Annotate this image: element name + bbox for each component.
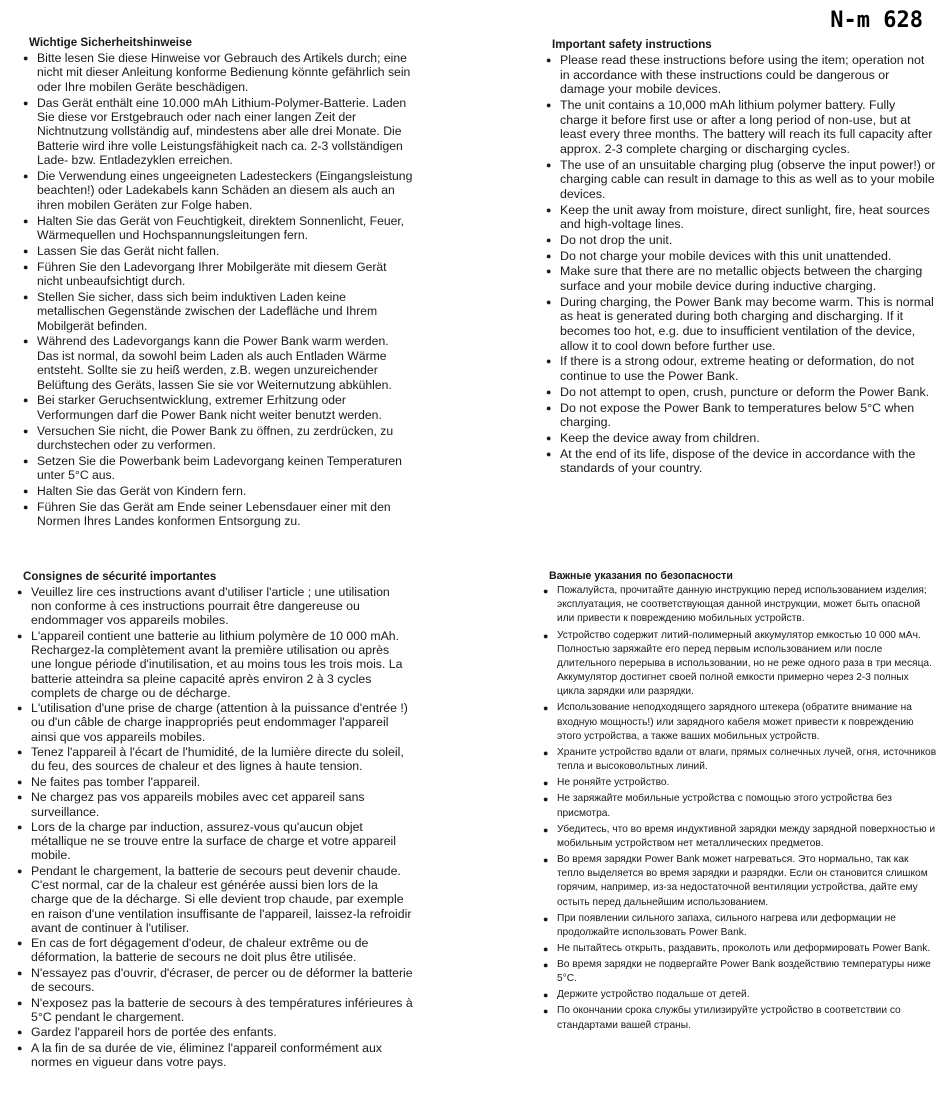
list-item: ● En cas de fort dégagement d'odeur, de chaleur extrême ou de déformation, la batterie de secours ne doit plus être utilisée. — [17, 936, 413, 964]
list-item: ● Ne chargez pas vos appareils mobiles avec cet appareil sans surveillance. — [17, 790, 413, 818]
list-item: ● Do not charge your mobile devices with this unit unattended. — [546, 249, 936, 264]
list-item: ● Keep the unit away from moisture, direct sunlight, fire, heat sources and high-voltage lines. — [546, 203, 936, 232]
list-item: ● Bei starker Geruchsentwicklung, extremer Erhitzung oder Verformungen darf die Power Bank nicht weiter benutzt werden. — [23, 393, 413, 422]
list-item: ● Do not attempt to open, crush, puncture or deform the Power Bank. — [546, 385, 936, 400]
list-item: ● If there is a strong odour, extreme heating or deformation, do not continue to use the Power Bank. — [546, 354, 936, 383]
list-item: ● Halten Sie das Gerät von Feuchtigkeit, direktem Sonnenlicht, Feuer, Wärmequellen und Hochspannungsleitungen fern. — [23, 214, 413, 243]
list-item: ● Не роняйте устройство. — [543, 776, 938, 790]
section-french — [17, 570, 413, 1071]
section-title: Wichtige Sicherheitshinweise — [29, 36, 192, 49]
list-item: ● Gardez l'appareil hors de portée des enfants. — [17, 1025, 413, 1039]
list-item: ● Versuchen Sie nicht, die Power Bank zu öffnen, zu zerdrücken, zu durchstechen oder zu verformen. — [23, 424, 413, 453]
list-item: ● При появлении сильного запаха, сильного нагрева или деформации не продолжайте использовать Power Bank. — [543, 912, 938, 940]
list-item: ● The unit contains a 10,000 mAh lithium polymer battery. Fully charge it before first use or after a long period of non-use, but at least every three months. The battery will reach its full capacity after approx. 2-3 complete charging or discharging cycles. — [546, 98, 936, 156]
section-german — [23, 36, 413, 530]
list-item: ● Veuillez lire ces instructions avant d'utiliser l'article ; une utilisation non conforme à ces instructions pourrait être dangereuse ou endommager vos appareils mobiles. — [17, 585, 413, 628]
list-item: ● Bitte lesen Sie diese Hinweise vor Gebrauch des Artikels durch; eine nicht mit dieser Anleitung konforme Bedienung könnte gefährlich sein oder Ihre mobilen Geräte beschädigen. — [23, 51, 413, 94]
list-item: ● Во время зарядки не подвергайте Power Bank воздействию температуры ниже 5°С. — [543, 958, 938, 986]
list-item: ● Убедитесь, что во время индуктивной зарядки между зарядной поверхностью и мобильным устройством нет металлических предметов. — [543, 823, 938, 851]
list-item: ● Храните устройство вдали от влаги, прямых солнечных лучей, огня, источников тепла и высоковольтных линий. — [543, 746, 938, 774]
instruction-list — [543, 584, 938, 1033]
section-russian — [543, 570, 938, 1035]
instruction-list — [546, 53, 936, 476]
list-item: ● During charging, the Power Bank may become warm. This is normal as heat is generated during both charging and discharging. If it becomes too hot, e.g. due to insufficient ventilation of the device, allow it to cool down before further use. — [546, 295, 936, 353]
list-item: ● Pendant le chargement, la batterie de secours peut devenir chaude. C'est normal, car de la chaleur est générée aussi bien lors de la charge que de la décharge. Si elle devient trop chaude, par exemple en raison d'une ventilation insuffisante de l'appareil, laissez-la refroidir avant de continuer à l'utiliser. — [17, 864, 413, 935]
list-item: ● Setzen Sie die Powerbank beim Ladevorgang keinen Temperaturen unter 5°C aus. — [23, 454, 413, 483]
list-item: ● Do not expose the Power Bank to temperatures below 5°C when charging. — [546, 401, 936, 430]
list-item: ● Halten Sie das Gerät von Kindern fern. — [23, 484, 413, 498]
list-item: ● Использование неподходящего зарядного штекера (обратите внимание на входную мощность!) или зарядного кабеля может привести к повреждению этого устройства, а также ваших мобильных устройств. — [543, 701, 938, 744]
list-item: ● Führen Sie den Ladevorgang Ihrer Mobilgeräte mit diesem Gerät nicht unbeaufsichtigt durch. — [23, 260, 413, 289]
instruction-list — [17, 585, 413, 1069]
instruction-list — [23, 51, 413, 529]
list-item: ● At the end of its life, dispose of the device in accordance with the standards of your country. — [546, 447, 936, 476]
list-item: ● The use of an unsuitable charging plug (observe the input power!) or charging cable can result in damage to this as well as to your mobile devices. — [546, 158, 936, 202]
list-item: ● Не пытайтесь открыть, раздавить, проколоть или деформировать Power Bank. — [543, 942, 938, 956]
list-item: ● Do not drop the unit. — [546, 233, 936, 248]
list-item: ● Stellen Sie sicher, dass sich beim induktiven Laden keine metallischen Gegenstände zwischen der Ladefläche und Ihrem Mobilgerät befinden. — [23, 290, 413, 333]
list-item: ● A la fin de sa durée de vie, éliminez l'appareil conformément aux normes en vigueur dans votre pays. — [17, 1041, 413, 1069]
list-item: ● Das Gerät enthält eine 10.000 mAh Lithium-Polymer-Batterie. Laden Sie diese vor Erstgebrauch oder nach einer langen Zeit der Nichtnutzung vollständig auf, mindestens aber alle drei Monate. Die Batterie wird ihre volle Leistungsfähigkeit nach ca. 2-3 vollständigen Lade- bzw. Entladezyklen erreichen. — [23, 96, 413, 168]
list-item: ● Keep the device away from children. — [546, 431, 936, 446]
list-item: ● N'exposez pas la batterie de secours à des températures inférieures à 5°C pendant le chargement. — [17, 996, 413, 1024]
list-item: ● Lassen Sie das Gerät nicht fallen. — [23, 244, 413, 258]
list-item: ● Не заряжайте мобильные устройства с помощью этого устройства без присмотра. — [543, 792, 938, 820]
list-item: ● N'essayez pas d'ouvrir, d'écraser, de percer ou de déformer la batterie de secours. — [17, 966, 413, 994]
section-title: Важные указания по безопасности — [549, 570, 733, 582]
list-item: ● Während des Ladevorgangs kann die Power Bank warm werden. Das ist normal, da sowohl beim Laden als auch Entladen Wärme entsteht. Sollte sie zu heiß werden, z.B. wegen unzureichender Belüftung des Geräts, lassen Sie sie vor Weiternutzung abkühlen. — [23, 334, 413, 392]
section-title: Important safety instructions — [552, 38, 712, 51]
list-item: ● Die Verwendung eines ungeeigneten Ladesteckers (Eingangsleistung beachten!) oder Ladekabels kann Schäden an diesem als auch an ihren mobilen Geräten zur Folge haben. — [23, 169, 413, 212]
list-item: ● Пожалуйста, прочитайте данную инструкцию перед использованием изделия; эксплуатация, не соответствующая данной инструкции, может быть опасной или привести к повреждению мобильных устройств. — [543, 584, 938, 627]
list-item: ● Führen Sie das Gerät am Ende seiner Lebensdauer einer mit den Normen Ihres Landes konformen Entsorgung zu. — [23, 500, 413, 529]
list-item: ● Устройство содержит литий-полимерный аккумулятор емкостью 10 000 мАч. Полностью заряжайте его перед первым использованием или после длительного перерыва в использовании, но не реже одного раза в три месяца. Аккумулятор достигнет своей полной емкости примерно через 2-3 полных цикла зарядки или разрядки. — [543, 629, 938, 700]
list-item: ● По окончании срока службы утилизируйте устройство в соответствии со стандартами вашей страны. — [543, 1004, 938, 1032]
list-item: ● Make sure that there are no metallic objects between the charging surface and your mobile device during inductive charging. — [546, 264, 936, 293]
list-item: ● Ne faites pas tomber l'appareil. — [17, 775, 413, 789]
list-item: ● Lors de la charge par induction, assurez-vous qu'aucun objet métallique ne se trouve entre la surface de charge et votre appareil mobile. — [17, 820, 413, 863]
list-item: ● Во время зарядки Power Bank может нагреваться. Это нормально, так как тепло выделяется во время зарядки и разрядки. Если он становится слишком горячим, например, из-за недостаточной вентиляции устройства, дайте ему остыть перед дальнейшим использованием. — [543, 853, 938, 910]
product-code: N-m 628 — [830, 8, 923, 33]
section-english — [546, 38, 936, 477]
section-title: Consignes de sécurité importantes — [23, 570, 217, 583]
list-item: ● L'appareil contient une batterie au lithium polymère de 10 000 mAh. Rechargez-la complètement avant la première utilisation ou après une longue période d'inutilisation, et au moins tous les trois mois. La batterie atteindra sa pleine capacité après environ 2 à 3 cycles complets de charge ou de décharge. — [17, 629, 413, 700]
list-item: ● L'utilisation d'une prise de charge (attention à la puissance d'entrée !) ou d'un câble de charge inappropriés peut endommager l'appareil ainsi que vos appareils mobiles. — [17, 701, 413, 744]
list-item: ● Please read these instructions before using the item; operation not in accordance with these instructions could be dangerous or damage your mobile devices. — [546, 53, 936, 97]
list-item: ● Держите устройство подальше от детей. — [543, 988, 938, 1002]
list-item: ● Tenez l'appareil à l'écart de l'humidité, de la lumière directe du soleil, du feu, des sources de chaleur et des lignes à haute tension. — [17, 745, 413, 773]
